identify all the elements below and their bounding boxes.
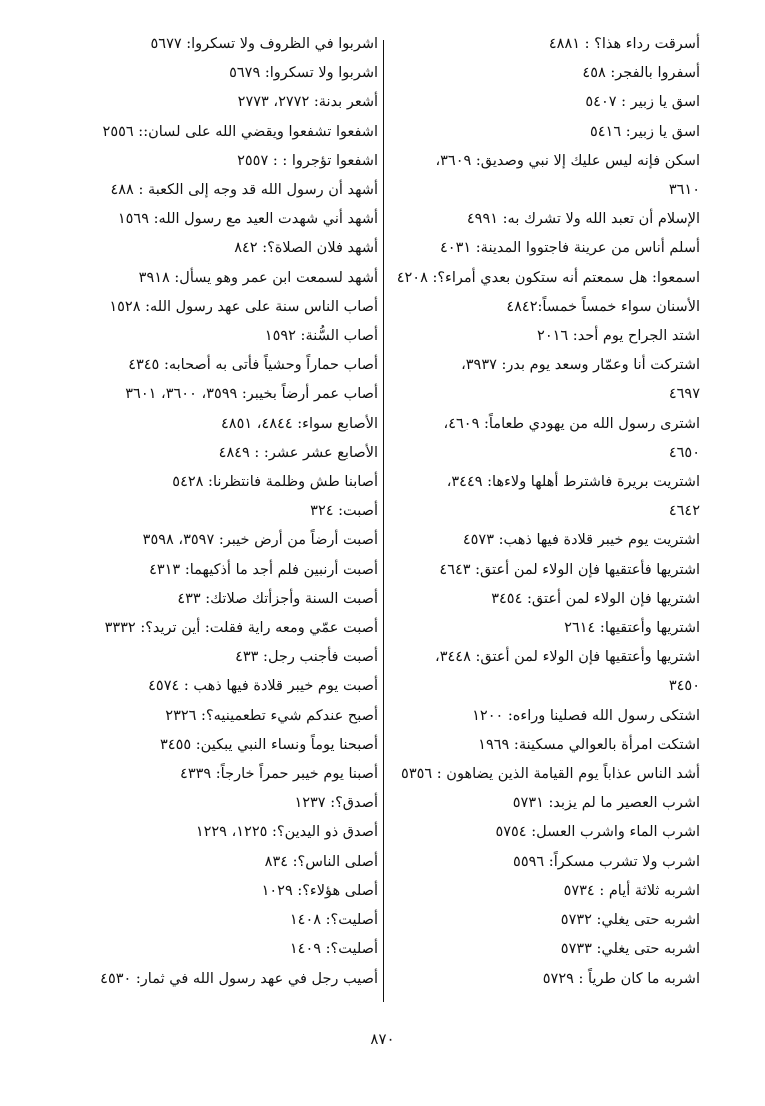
index-entry: اشتريت يوم خيبر قلادة فيها ذهب: ٤٥٧٣ bbox=[462, 532, 700, 549]
index-entry: اشرب الماء واشرب العسل: ٥٧٥٤ bbox=[495, 824, 700, 841]
index-entry: اشربه حتى يغلي: ٥٧٣٣ bbox=[560, 941, 700, 958]
index-entry: أصاب حماراً وحشياً فأتى به أصحابه: ٤٣٤٥ bbox=[128, 357, 378, 374]
index-entry: أصبت يوم خيبر قلادة فيها ذهب : ٤٥٧٤ bbox=[148, 678, 378, 695]
index-entry: اشرب ولا تشرب مسكراً: ٥٥٩٦ bbox=[513, 853, 700, 870]
index-entry: أصدق؟: ١٢٣٧ bbox=[294, 795, 378, 812]
index-entry: أصاب الناس سنة على عهد رسول الله: ١٥٢٨ bbox=[109, 298, 378, 315]
index-entry: أصبحنا يوماً ونساء النبي يبكين: ٣٤٥٥ bbox=[160, 736, 378, 753]
index-entry: أشد الناس عذاباً يوم القيامة الذين يضاهون : ٥٣٥٦ bbox=[401, 766, 700, 783]
index-entry: اشتكت امرأة بالعوالي مسكينة: ١٩٦٩ bbox=[478, 736, 700, 753]
index-entry: أصلى هؤلاء؟: ١٠٢٩ bbox=[261, 882, 378, 899]
index-entry: اسمعوا: هل سمعتم أنه ستكون بعدي أمراء؟: ٤٢٠٨ bbox=[396, 269, 700, 286]
index-entry: الأسنان سواء خمساً خمساً:٤٨٤٢ bbox=[506, 298, 700, 315]
index-entry: اشترى رسول الله من يهودي طعاماً: ٤٦٠٩، bbox=[443, 415, 700, 432]
index-entry: أشهد لسمعت ابن عمر وهو يسأل: ٣٩١٨ bbox=[138, 269, 378, 286]
index-entry: ٤٦٤٢ bbox=[668, 503, 700, 520]
index-entry: أصدق ذو اليدين؟: ١٢٢٥، ١٢٢٩ bbox=[195, 824, 378, 841]
index-entry: أشهد فلان الصلاة؟: ٨٤٢ bbox=[234, 240, 378, 257]
index-entry: أصلى الناس؟: ٨٣٤ bbox=[264, 853, 378, 870]
column-divider bbox=[383, 40, 384, 1002]
index-entry: اسق يا زبير: ٥٤١٦ bbox=[589, 123, 700, 140]
index-entry: أسرقت رداء هذا؟ : ٤٨٨١ bbox=[548, 36, 700, 52]
index-entry: أصبت أرضاً من أرض خيبر: ٣٥٩٧، ٣٥٩٨ bbox=[142, 532, 378, 549]
index-entry: اشربه ما كان طرياً : ٥٧٢٩ bbox=[542, 970, 700, 987]
index-entry: أصابنا طش وظلمة فانتظرنا: ٥٤٢٨ bbox=[172, 474, 378, 491]
index-entry: ٣٦١٠ bbox=[668, 182, 700, 199]
right-column bbox=[396, 30, 700, 994]
index-entry: اشربه ثلاثة أيام : ٥٧٣٤ bbox=[563, 882, 700, 899]
index-entry: الأصابع عشر عشر: : ٤٨٤٩ bbox=[218, 444, 378, 461]
index-entry: أشهد أن رسول الله قد وجه إلى الكعبة : ٤٨٨ bbox=[110, 182, 378, 199]
index-entry: أصبت عمّي ومعه راية فقلت: أين تريد؟: ٣٣٣٢ bbox=[104, 620, 378, 637]
index-entry: أصيب رجل في عهد رسول الله في ثمار: ٤٥٣٠ bbox=[100, 970, 378, 987]
index-entry: اشتريها فإن الولاء لمن أعتق: ٣٤٥٤ bbox=[491, 590, 700, 607]
index-entry: أصبت فأجنب رجل: ٤٣٣ bbox=[235, 649, 378, 666]
index-entry: اشتركت أنا وعمّار وسعد يوم بدر: ٣٩٣٧، bbox=[461, 357, 700, 374]
index-entry: اشتريها وأعتقيها فإن الولاء لمن أعتق: ٣٤٤٨، bbox=[435, 649, 700, 666]
index-entry: اشفعوا تشفعوا ويقضي الله على لسان:: ٢٥٥٦ bbox=[102, 123, 378, 140]
index-entry: اشربه حتى يغلي: ٥٧٣٢ bbox=[560, 912, 700, 929]
index-entry: أصبت: ٣٢٤ bbox=[310, 503, 378, 520]
index-entry: أشهد أني شهدت العيد مع رسول الله: ١٥٦٩ bbox=[117, 211, 378, 228]
index-entry: أسفروا بالفجر: ٤٥٨ bbox=[582, 65, 700, 82]
index-entry: اشفعوا تؤجروا : : ٢٥٥٧ bbox=[237, 152, 378, 169]
index-entry: اشتد الجراح يوم أحد: ٢٠١٦ bbox=[537, 328, 700, 345]
page-number: ٨٧٠ bbox=[370, 1030, 395, 1048]
index-entry: أصاب عمر أرضاً بخيبر: ٣٥٩٩، ٣٦٠٠، ٣٦٠١ bbox=[125, 386, 378, 403]
index-entry: اشرب العصير ما لم يزبد: ٥٧٣١ bbox=[512, 795, 700, 812]
index-entry: اشتريها وأعتقيها: ٢٦١٤ bbox=[564, 620, 700, 637]
index-entry: أصليت؟: ١٤٠٩ bbox=[289, 941, 378, 958]
index-entry: أصبت أرنبين فلم أجد ما أذكيهما: ٤٣١٣ bbox=[149, 561, 378, 578]
index-entry: اشربوا ولا تسكروا: ٥٦٧٩ bbox=[229, 65, 378, 82]
index-entry: أصبح عندكم شيء تطعمينيه؟: ٢٣٢٦ bbox=[165, 707, 378, 724]
index-entry: أشعر بدنة: ٢٧٧٢، ٢٧٧٣ bbox=[237, 94, 378, 111]
index-entry: اسكن فإنه ليس عليك إلا نبي وصديق: ٣٦٠٩، bbox=[435, 152, 700, 169]
index-entry: ٤٦٥٠ bbox=[668, 444, 700, 461]
index-entry: اشتريها فأعتقيها فإن الولاء لمن أعتق: ٤٦٤٣ bbox=[439, 561, 700, 578]
left-column bbox=[88, 30, 378, 994]
index-entry: أسلم أناس من عرينة فاجتووا المدينة: ٤٠٣١ bbox=[440, 240, 700, 257]
index-entry: أصاب السُّنة: ١٥٩٢ bbox=[264, 328, 378, 345]
index-entry: اسق يا زبير : ٥٤٠٧ bbox=[585, 94, 700, 111]
index-entry: الإسلام أن تعبد الله ولا تشرك به: ٤٩٩١ bbox=[466, 211, 700, 228]
index-entry: ٤٦٩٧ bbox=[668, 386, 700, 403]
index-entry: أصبت السنة وأجزأتك صلاتك: ٤٣٣ bbox=[177, 590, 378, 607]
index-entry: اشتريت بريرة فاشترط أهلها ولاءها: ٣٤٤٩، bbox=[446, 474, 700, 491]
index-entry: اشتكى رسول الله فصلينا وراءه: ١٢٠٠ bbox=[472, 707, 700, 724]
index-entry: الأصابع سواء: ٤٨٤٤، ٤٨٥١ bbox=[221, 415, 378, 432]
index-entry: اشربوا في الظروف ولا تسكروا: ٥٦٧٧ bbox=[150, 36, 378, 52]
index-entry: أصبنا يوم خيبر حمراً خارجاً: ٤٣٣٩ bbox=[180, 766, 378, 783]
index-entry: أصليت؟: ١٤٠٨ bbox=[289, 912, 378, 929]
index-entry: ٣٤٥٠ bbox=[668, 678, 700, 695]
